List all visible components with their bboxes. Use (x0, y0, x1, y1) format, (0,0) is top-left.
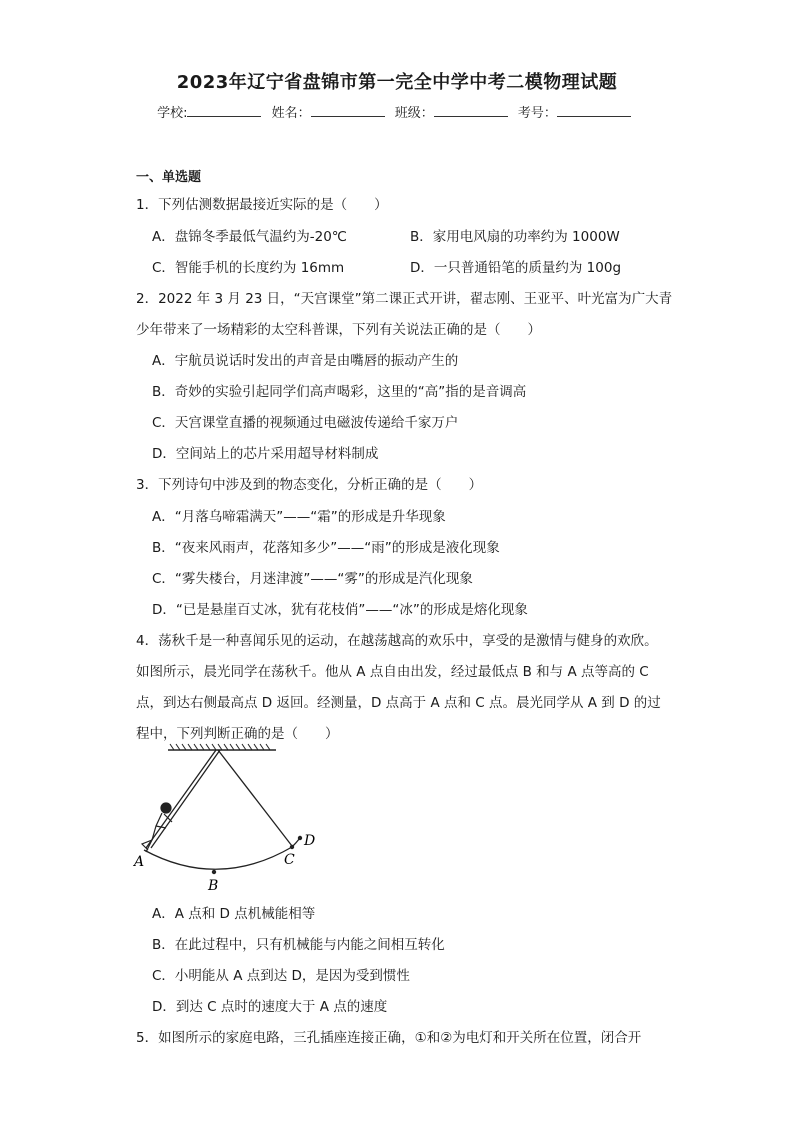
section-heading: 一、单选题 (136, 170, 202, 185)
q2-stem-line1: 2．2022 年 3 月 23 日，“天宫课堂”第二课正式开讲，翟志刚、王亚平、叶光富为广大青 (136, 291, 673, 307)
ceiling-hatch (170, 744, 270, 750)
q4-stem-line4: 程中，下列判断正确的是（ ） (136, 726, 339, 742)
exam-no-label: 考号： (517, 106, 557, 121)
child-on-swing (142, 803, 172, 852)
q1-stem: 1．下列估测数据最接近实际的是（ ） (136, 197, 388, 213)
q1-option-a: A．盘锦冬季最低气温约为-20℃ (152, 229, 347, 245)
q4-stem-line3: 点，到达右侧最高点 D 返回。经测量，D 点高于 A 点和 C 点。晨光同学从 A 到 D 的过 (136, 695, 661, 711)
q3-stem: 3．下列诗句中涉及到的物态变化，分析正确的是（ ） (136, 477, 483, 493)
q4-stem-line1: 4．荡秋千是一种喜闻乐见的运动，在越荡越高的欢乐中，享受的是激情与健身的欢欣。 (136, 633, 658, 649)
school-blank[interactable] (187, 104, 261, 117)
q3-option-d: D．“已是悬崖百丈冰，犹有花枝俏”——“冰”的形成是熔化现象 (152, 602, 528, 618)
rope-left-inner (151, 750, 220, 848)
swing-arc (144, 847, 292, 869)
label-c: C (284, 852, 295, 868)
point-d-dot (298, 836, 302, 840)
swing-figure (126, 740, 336, 895)
rope-left (146, 750, 216, 848)
point-b-dot (212, 870, 216, 874)
q2-option-d: D．空间站上的芯片采用超导材料制成 (152, 446, 379, 462)
q4-stem-line2: 如图所示，晨光同学在荡秋千。他从 A 点自由出发，经过最低点 B 和与 A 点等高的 C (136, 664, 649, 680)
q4-option-b: B．在此过程中，只有机械能与内能之间相互转化 (152, 937, 445, 953)
q1-option-b: B．家用电风扇的功率约为 1000W (410, 229, 620, 245)
q3-option-b: B．“夜来风雨声，花落知多少”——“雨”的形成是液化现象 (152, 540, 500, 556)
student-info-row (0, 102, 794, 121)
class-label: 班级： (394, 106, 434, 121)
q1-option-d: D．一只普通铅笔的质量约为 100g (410, 260, 622, 276)
q4-option-d: D．到达 C 点时的速度大于 A 点的速度 (152, 999, 388, 1015)
rope-right (218, 750, 292, 846)
school-label: 学校: (157, 106, 188, 121)
name-label: 姓名： (271, 106, 311, 121)
label-a: A (134, 854, 145, 870)
q1-option-c: C．智能手机的长度约为 16mm (152, 260, 345, 276)
q2-option-b: B．奇妙的实验引起同学们高声喝彩，这里的“高”指的是音调高 (152, 384, 527, 400)
exam-no-blank[interactable] (557, 104, 631, 117)
q2-option-a: A．宇航员说话时发出的声音是由嘴唇的振动产生的 (152, 353, 459, 369)
q3-option-c: C．“雾失楼台，月迷津渡”——“雾”的形成是汽化现象 (152, 571, 473, 587)
label-d: D (304, 833, 316, 849)
q5-stem-line1: 5．如图所示的家庭电路，三孔插座连接正确，①和②为电灯和开关所在位置，闭合开 (136, 1030, 642, 1046)
q2-stem-line2: 少年带来了一场精彩的太空科普课，下列有关说法正确的是（ ） (136, 322, 541, 338)
q3-option-a: A．“月落乌啼霜满天”——“霜”的形成是升华现象 (152, 509, 446, 525)
q2-option-c: C．天宫课堂直播的视频通过电磁波传递给千家万户 (152, 415, 459, 431)
class-blank[interactable] (434, 104, 508, 117)
point-c-dot (290, 845, 294, 849)
name-blank[interactable] (311, 104, 385, 117)
q4-option-a: A．A 点和 D 点机械能相等 (152, 906, 316, 922)
page-title: 2023年辽宁省盘锦市第一完全中学中考二模物理试题 (176, 72, 618, 93)
label-b: B (208, 878, 219, 894)
q4-option-c: C．小明能从 A 点到达 D，是因为受到惯性 (152, 968, 410, 984)
